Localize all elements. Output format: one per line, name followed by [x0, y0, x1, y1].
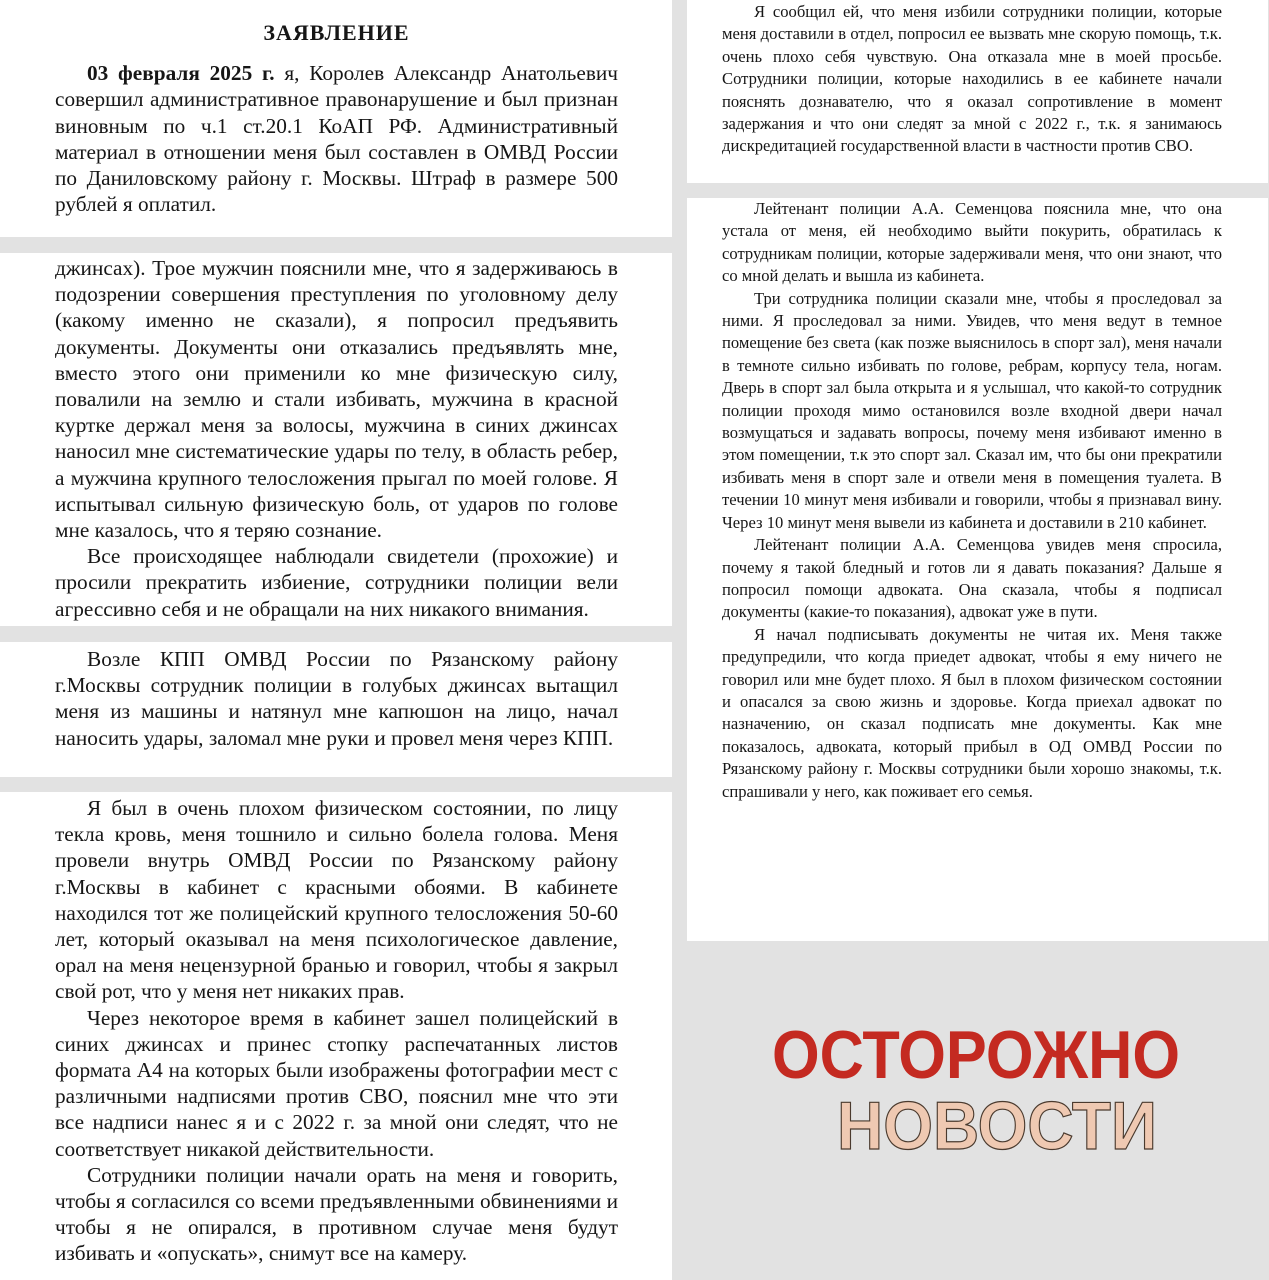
paragraph: Я был в очень плохом физическом состоянии, по лицу текла кровь, меня тошнило и сильно болела голова. Меня провели внутрь ОМВД России по Рязанскому району г.Москвы в кабинет с красными обоями. В кабинете находился тот же полицейский крупного телосложения 50-60 лет, который оказывал на меня психологическое давление, орал на меня нецензурной бранью и говорил, чтобы я закрыл свой рот, что у меня нет никаких прав. [55, 796, 618, 1004]
fragment-statement-opening [0, 0, 672, 237]
paragraph: Лейтенант полиции А.А. Семенцова пояснила мне, что она устала от меня, ей необходимо выйти покурить, обратилась к сотрудникам полиции, которые задерживали меня, что они знают, что со мной делать и вышла из кабинета. [722, 199, 1222, 286]
paragraph-text: я, Королев Александр Анатольевич совершил административное правонарушение и был признан виновным по ч.1 ст.20.1 КоАП РФ. Административный материал в отношении меня был составлен в ОМВД России по Даниловскому району г. Москвы. Штраф в размере 500 рублей я оплатил. [55, 61, 618, 217]
logo-line-1: ОСТОРОЖНО [772, 1017, 1180, 1093]
paragraph: Возле КПП ОМВД России по Рязанскому району г.Москвы сотрудник полиции в голубых джинсах вытащил меня из машины и натянул мне капюшон на лицо, начал наносить удары, заломал мне руки и провел меня через КПП. [55, 647, 618, 750]
fragment-investigator [687, 0, 1268, 183]
fragment-office [0, 792, 672, 1280]
fragment-checkpoint [0, 642, 672, 777]
paragraph: Лейтенант полиции А.А. Семенцова увидев меня спросила, почему я такой бледный и готов ли я давать показания? Дальше я попросил помощи адвоката. Она сказала, чтобы я подписал документы (какие-то показания), адвокат уже в пути. [722, 535, 1222, 622]
paragraph [55, 60, 618, 217]
logo [672, 941, 1269, 1280]
logo-panel [672, 941, 1269, 1280]
paragraph: Сотрудники полиции начали орать на меня и говорить, чтобы я согласился со всеми предъявленными обвинениями и чтобы я не опирался, в противном случае меня будут избивать и «опускать», снимут все на камеру. [55, 1162, 618, 1266]
paragraph: Все происходящее наблюдали свидетели (прохожие) и просили прекратить избиение, сотрудники полиции вели агрессивно себя и не обращали на них никакого внимания. [55, 544, 618, 621]
document-title: ЗАЯВЛЕНИЕ [263, 20, 410, 45]
logo-line-2: НОВОСТИ [837, 1088, 1157, 1164]
paragraph: Через некоторое время в кабинет зашел полицейский в синих джинсах и принес стопку распечатанных листов формата А4 на которых были изображены фотографии мест с различными надписями против СВО, пояснил мне что эти все надписи нанес я и с 2022 г. за мной они следят, что не соответствует никакой действительности. [55, 1005, 618, 1161]
paragraph: джинсах). Трое мужчин пояснили мне, что я задерживаюсь в подозрении совершения преступления по уголовному делу (какому именно не сказали), я попросил предъявить документы. Документы они отказались предъявлять мне, вместо этого они применили ко мне физическую силу, повалили на землю и стали избивать, мужчина в красной куртке держал меня за волосы, мужчина в синих джинсах наносил мне систематические удары по телу, в область ребер, а мужчина крупного телосложения прыгал по моей голове. Я испытывал сильную физическую боль, от ударов по голове мне казалось, что я теряю сознание. [55, 256, 618, 543]
fragment-detention [0, 253, 672, 626]
paragraph: Я начал подписывать документы не читая их. Меня также предупредили, что когда приедет адвокат, чтобы я ему ничего не говорил или мне будет плохо. Я был в плохом физическом состоянии и опасался за свою жизнь и здоровье. Когда приехал адвокат по назначению, он сказал подписать мне документы. Как мне показалось, адвоката, который прибыл в ОД ОМВД России по Рязанскому району г. Москвы сотрудники были хорошо знакомы, т.к. спрашивали у него, как поживает его семья. [722, 624, 1222, 801]
paragraph: Три сотрудника полиции сказали мне, чтобы я проследовал за ними. Я проследовал за ними. Увидев, что меня ведут в темное помещение без света (как позже выяснилось в спорт зал), меня начали в темноте сильно избивать по голове, ребрам, корпусу тела, ногам. Дверь в спорт зал была открыта и я услышал, что какой-то сотрудник полиции проходя мимо остановился возле входной двери начал возмущаться и задавать вопросы, почему меня избивают именно в этом помещении, т.к это спорт зал. Сказал им, что бы они прекратили избивать меня в спорт зале и отвели меня в помещения туалета. В течении 10 минут меня избивали и говорили, чтобы я признавал вину. Через 10 минут меня вывели из кабинета и доставили в 210 кабинет. [722, 288, 1222, 532]
paragraph: Я сообщил ей, что меня избили сотрудники полиции, которые меня доставили в отдел, попросил ее вызвать мне скорую помощь, т.к. очень плохо себя чувствую. Она отказала мне в моей просьбе. Сотрудники полиции, которые находились в ее кабинете начали пояснять дознавателю, что я оказал сопротивление в момент задержания и что они следят за мной с 2022 г., т.к. я занимаюсь дискредитацией государственной власти в частности против СВО. [722, 2, 1222, 156]
fragment-gym [687, 198, 1268, 941]
statement-date: 03 февраля 2025 г. [87, 61, 275, 86]
